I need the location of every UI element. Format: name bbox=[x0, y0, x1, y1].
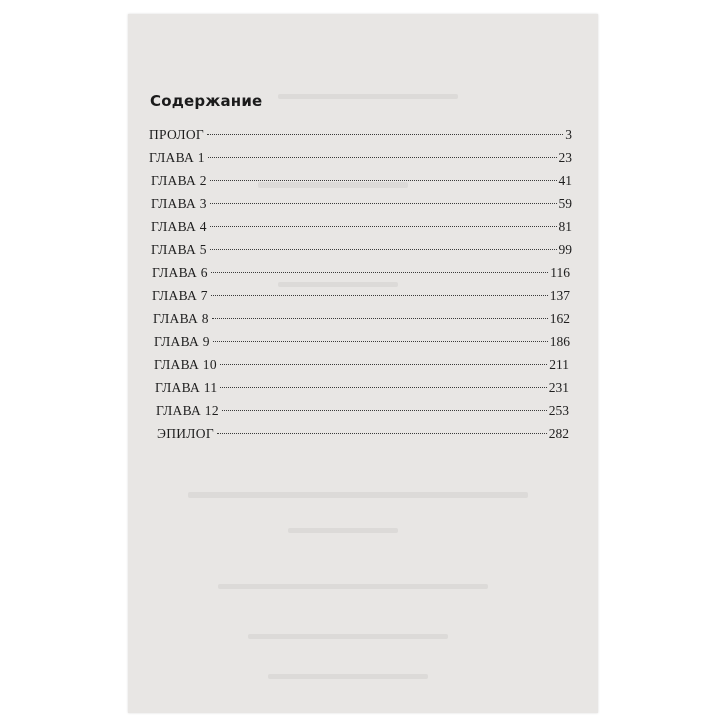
toc-entry-page-number: 41 bbox=[558, 173, 572, 188]
toc-dot-leader bbox=[220, 387, 546, 388]
toc-entry bbox=[155, 379, 569, 397]
toc-heading: Содержание bbox=[150, 92, 263, 110]
toc-dot-leader bbox=[210, 226, 557, 227]
toc-entry-title: ГЛАВА 9 bbox=[154, 334, 210, 349]
toc-entry-title: ЭПИЛОГ bbox=[157, 426, 214, 441]
toc-dot-leader bbox=[211, 295, 548, 296]
toc-dot-leader bbox=[207, 134, 563, 135]
toc-entry-page-number: 23 bbox=[558, 150, 572, 165]
toc-entry-page-number: 282 bbox=[548, 426, 569, 441]
toc-entry-title: ГЛАВА 11 bbox=[155, 380, 218, 395]
toc-entry-page-number: 162 bbox=[549, 311, 570, 326]
toc-entry bbox=[153, 310, 570, 328]
toc-entry-title: ГЛАВА 5 bbox=[151, 242, 207, 257]
toc-entry-title: ГЛАВА 8 bbox=[153, 311, 209, 326]
toc-dot-leader bbox=[210, 180, 557, 181]
toc-dot-leader bbox=[220, 364, 547, 365]
toc-entry bbox=[149, 149, 572, 167]
toc-entry bbox=[149, 126, 572, 144]
toc-entry-title: ГЛАВА 6 bbox=[152, 265, 208, 280]
toc-entry-title: ГЛАВА 1 bbox=[149, 150, 205, 165]
toc-entry-title: ГЛАВА 4 bbox=[151, 219, 207, 234]
toc-dot-leader bbox=[217, 433, 547, 434]
toc-entry bbox=[154, 356, 569, 374]
toc-entry-page-number: 3 bbox=[565, 127, 572, 142]
toc-dot-leader bbox=[222, 410, 547, 411]
toc-entry-page-number: 59 bbox=[558, 196, 572, 211]
toc-entry-title: ГЛАВА 3 bbox=[151, 196, 207, 211]
toc-entry-page-number: 231 bbox=[548, 380, 569, 395]
toc-dot-leader bbox=[212, 318, 548, 319]
toc-entry-page-number: 186 bbox=[549, 334, 570, 349]
toc-entry bbox=[151, 218, 572, 236]
toc-entry bbox=[152, 264, 570, 282]
toc-entry-title: ГЛАВА 12 bbox=[156, 403, 219, 418]
toc-dot-leader bbox=[213, 341, 548, 342]
toc-entry-title: ГЛАВА 7 bbox=[152, 288, 208, 303]
toc-entry bbox=[151, 195, 572, 213]
toc-entry-page-number: 99 bbox=[558, 242, 572, 257]
toc-entry-page-number: 253 bbox=[548, 403, 569, 418]
toc-dot-leader bbox=[211, 272, 548, 273]
toc-entry bbox=[156, 402, 569, 420]
toc-entry bbox=[151, 172, 572, 190]
toc-entry-page-number: 81 bbox=[558, 219, 572, 234]
toc-entry-page-number: 211 bbox=[549, 357, 569, 372]
toc-entry bbox=[151, 241, 572, 259]
toc-entry-title: ПРОЛОГ bbox=[149, 127, 205, 142]
toc-entry-page-number: 137 bbox=[549, 288, 570, 303]
toc-dot-leader bbox=[208, 157, 557, 158]
toc-dot-leader bbox=[210, 249, 557, 250]
toc-entry-title: ГЛАВА 2 bbox=[151, 173, 207, 188]
toc-entry bbox=[152, 287, 570, 305]
toc-entry-title: ГЛАВА 10 bbox=[154, 357, 217, 372]
toc-entry bbox=[157, 425, 569, 443]
toc-entry bbox=[154, 333, 570, 351]
toc-dot-leader bbox=[210, 203, 557, 204]
toc-entry-page-number: 116 bbox=[550, 265, 570, 280]
